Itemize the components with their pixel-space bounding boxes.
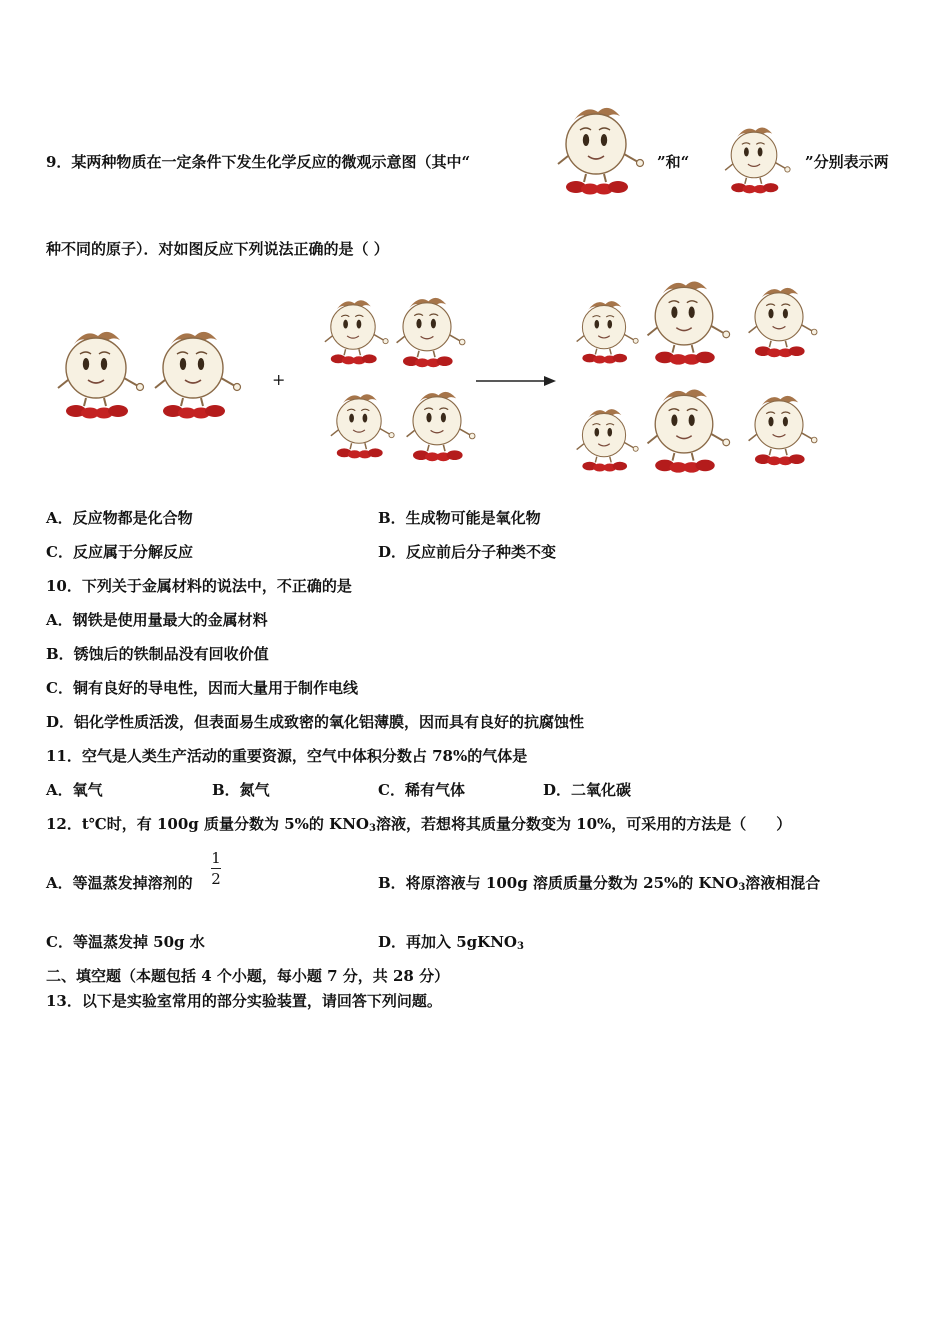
q9-option-b[interactable]: B．生成物可能是氧化物: [378, 509, 541, 527]
q13-stem: 13．以下是实验室常用的部分实验装置，请回答下列问题。: [46, 992, 442, 1010]
q9-stem-part-b-wrap: [657, 152, 689, 172]
q10-stem: 10．下列关于金属材料的说法中，不正确的是: [46, 577, 352, 595]
atom-large-illustration: [540, 98, 652, 198]
reactant-molecule-small-2a: [322, 384, 396, 464]
q10-option-a[interactable]: A．钢铁是使用量最大的金属材料: [46, 611, 268, 629]
q11-option-c[interactable]: C．稀有气体: [378, 781, 465, 799]
product-molecule-2-right: [734, 388, 824, 468]
reactant-molecule-large-2: [138, 322, 248, 422]
q9-stem-line2: 种不同的原子）．对如图反应下列说法正确的是（ ）: [46, 240, 389, 258]
q10-option-c[interactable]: C．铜有良好的导电性，因而大量用于制作电线: [46, 679, 358, 697]
q12-option-b-part-a: B．将原溶液与 100g 溶质质量分数为 25%的 KNO: [378, 874, 739, 892]
q12-option-d-subscript: 3: [516, 941, 524, 952]
q12-option-a[interactable]: [46, 873, 193, 893]
q11-option-b[interactable]: B．氮气: [212, 781, 270, 799]
product-molecule-2-center: [636, 378, 732, 478]
q9-option-d[interactable]: D．反应前后分子种类不变: [378, 543, 557, 561]
product-molecule-1-left: [568, 290, 640, 370]
reaction-arrow: [474, 374, 558, 388]
q12-stem-part-b: 溶液，若想将其质量分数变为 10%，可采用的方法是（ ）: [375, 815, 792, 833]
product-molecule-1-right: [734, 280, 824, 360]
fraction-denominator: 2: [211, 870, 221, 888]
q12-option-b[interactable]: [378, 873, 820, 898]
q12-stem-subscript: 3: [368, 823, 376, 834]
q11-option-d[interactable]: D．二氧化碳: [543, 781, 632, 799]
q12-option-b-part-b: 溶液相混合: [745, 874, 821, 892]
q10-option-b[interactable]: B．锈蚀后的铁制品没有回收价值: [46, 645, 269, 663]
plus-sign: +: [272, 370, 286, 389]
reactant-molecule-small-1a: [316, 290, 390, 370]
atom-small-illustration: [710, 120, 798, 196]
q10-option-d[interactable]: D．铝化学性质活泼，但表面易生成致密的氧化铝薄膜，因而具有良好的抗腐蚀性: [46, 713, 585, 731]
q12-option-b-subscript: 3: [738, 882, 746, 893]
reactant-molecule-small-2b: [396, 384, 478, 464]
q11-stem: 11．空气是人类生产活动的重要资源，空气中体积分数占 78%的气体是: [46, 747, 528, 765]
reactant-molecule-small-1b: [386, 290, 468, 370]
q11-option-a[interactable]: A．氧气: [46, 781, 103, 799]
q9-stem-part-b: ”和“: [657, 153, 690, 171]
reaction-diagram: [46, 270, 836, 480]
one-half-fraction: [211, 849, 221, 888]
q12-option-a-text: A．等温蒸发掉溶剂的: [46, 874, 193, 892]
product-molecule-2-left: [568, 398, 640, 478]
q9-stem-part-c: ”分别表示两: [805, 153, 889, 171]
product-molecule-1-center: [636, 270, 732, 370]
q12-stem: [46, 814, 791, 839]
q12-option-d-text: D．再加入 5gKNO: [378, 933, 517, 951]
q12-option-d[interactable]: [378, 932, 524, 957]
q9-option-a[interactable]: A．反应物都是化合物: [46, 509, 193, 527]
q9-option-c[interactable]: C．反应属于分解反应: [46, 543, 193, 561]
q12-option-c[interactable]: C．等温蒸发掉 50g 水: [46, 933, 205, 951]
section-heading-fill-in: 二、填空题（本题包括 4 个小题，每小题 7 分，共 28 分）: [46, 967, 450, 985]
q9-stem-line1: [46, 152, 470, 172]
fraction-numerator: 1: [211, 849, 221, 867]
q9-stem-part-a: 9．某两种物质在一定条件下发生化学反应的微观示意图（其中“: [46, 153, 471, 171]
q9-stem-part-c-wrap: [805, 152, 889, 172]
reactant-molecule-large-1: [46, 322, 146, 422]
q12-stem-part-a: 12．t℃时，有 100g 质量分数为 5%的 KNO: [46, 815, 369, 833]
